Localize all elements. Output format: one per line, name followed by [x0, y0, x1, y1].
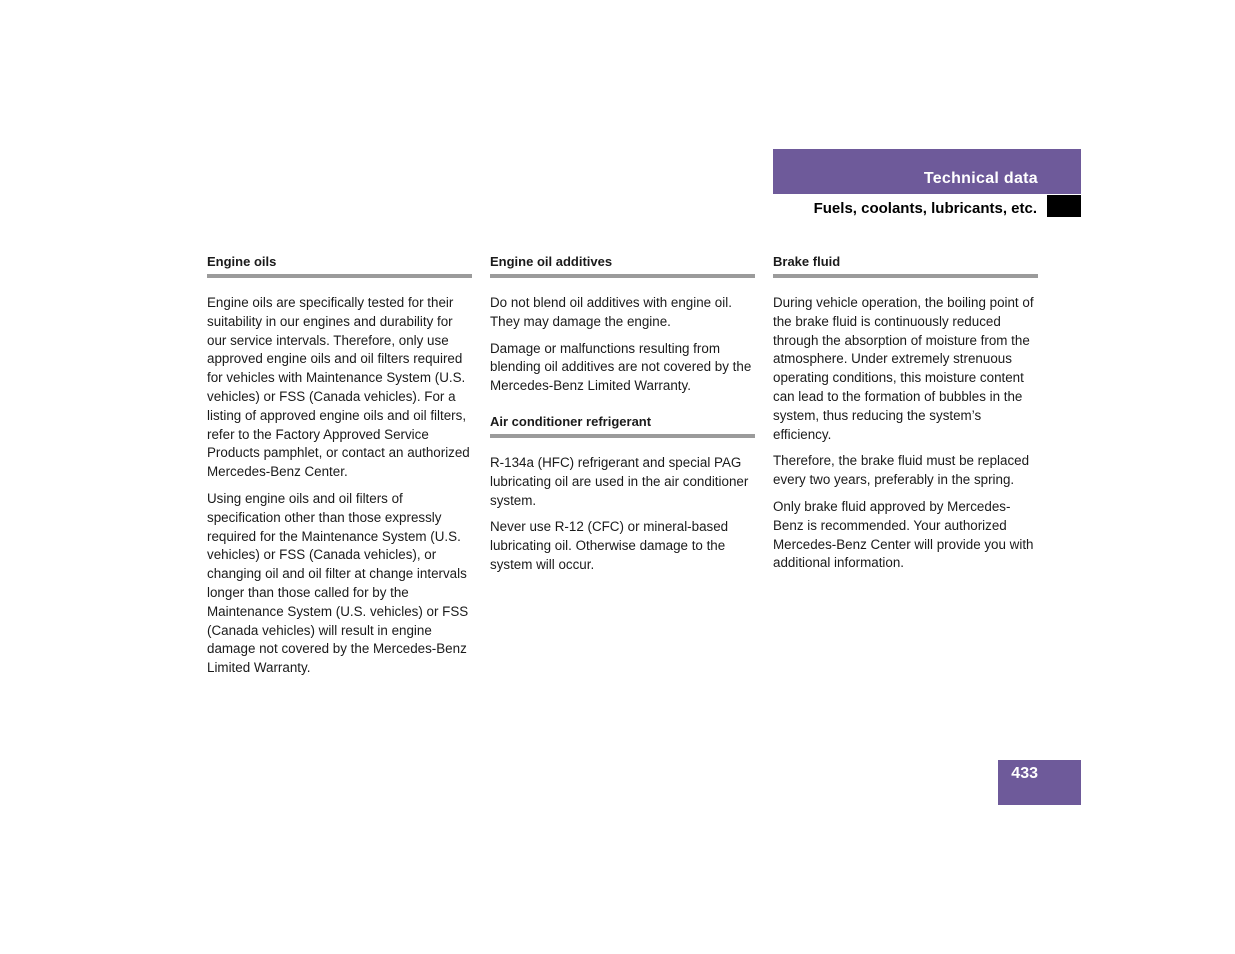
paragraph: Never use R-12 (CFC) or mineral-based lubricating oil. Otherwise damage to the system will occur. [490, 519, 729, 572]
column-3 [773, 254, 1038, 581]
paragraph: Engine oils are specifically tested for their suitability in our engines and durability for our service intervals. Therefore, only use approved engine oils and oil filters required for vehicles with Maintenance System (U.S. vehicles) or FSS (Canada vehicles). For a listing of approved engine oils and oil filters, refer to the Factory Approved Service Products pamphlet, or contact an authorized Mercedes-Benz Center. [207, 295, 470, 480]
paragraph: During vehicle operation, the boiling point of the brake fluid is continuously reduced through the absorption of moisture from the atmosphere. Under extremely strenuous operating conditions, this moisture content can lead to the formation of bubbles in the system, thus reducing the system’s efficiency. [773, 295, 1034, 442]
paragraph: Do not blend oil additives with engine oil. They may damage the engine. [490, 295, 732, 329]
section-title: Technical data [923, 170, 1038, 187]
header-marker [1047, 195, 1081, 217]
paragraph: Only brake fluid approved by Mercedes-Benz is recommended. Your authorized Mercedes-Benz Center will provide you with additional information. [773, 498, 1034, 571]
paragraph: Using engine oils and oil filters of specification other than those expressly required for the Maintenance System (U.S. vehicles) or FSS (Canada vehicles), or changing oil and oil filter at change intervals longer than those called for by the Maintenance System (U.S. vehicles) or FSS (Canada vehicles) will result in engine damage not covered by the Mercedes-Benz Limited Warranty. [207, 490, 469, 676]
heading-air-conditioner-refrigerant: Air conditioner refrigerant [490, 414, 755, 438]
page-subtitle: Fuels, coolants, lubricants, etc. [813, 200, 1037, 217]
paragraph: R-134a (HFC) refrigerant and special PAG lubricating oil are used in the air conditioner system. [490, 454, 749, 508]
column-1 [207, 254, 472, 686]
paragraph: Damage or malfunctions resulting from blending oil additives are not covered by the Mercedes-Benz Limited Warranty. [490, 340, 752, 394]
paragraph: Therefore, the brake fluid must be replaced every two years, preferably in the spring. [773, 453, 1030, 488]
heading-brake-fluid: Brake fluid [773, 254, 1038, 278]
page-number: 433 [1011, 765, 1038, 782]
page-number-box [998, 760, 1081, 805]
heading-engine-oils: Engine oils [207, 254, 472, 278]
heading-engine-oil-additives: Engine oil additives [490, 254, 755, 278]
column-2 [490, 254, 755, 583]
header-bar [773, 149, 1081, 194]
